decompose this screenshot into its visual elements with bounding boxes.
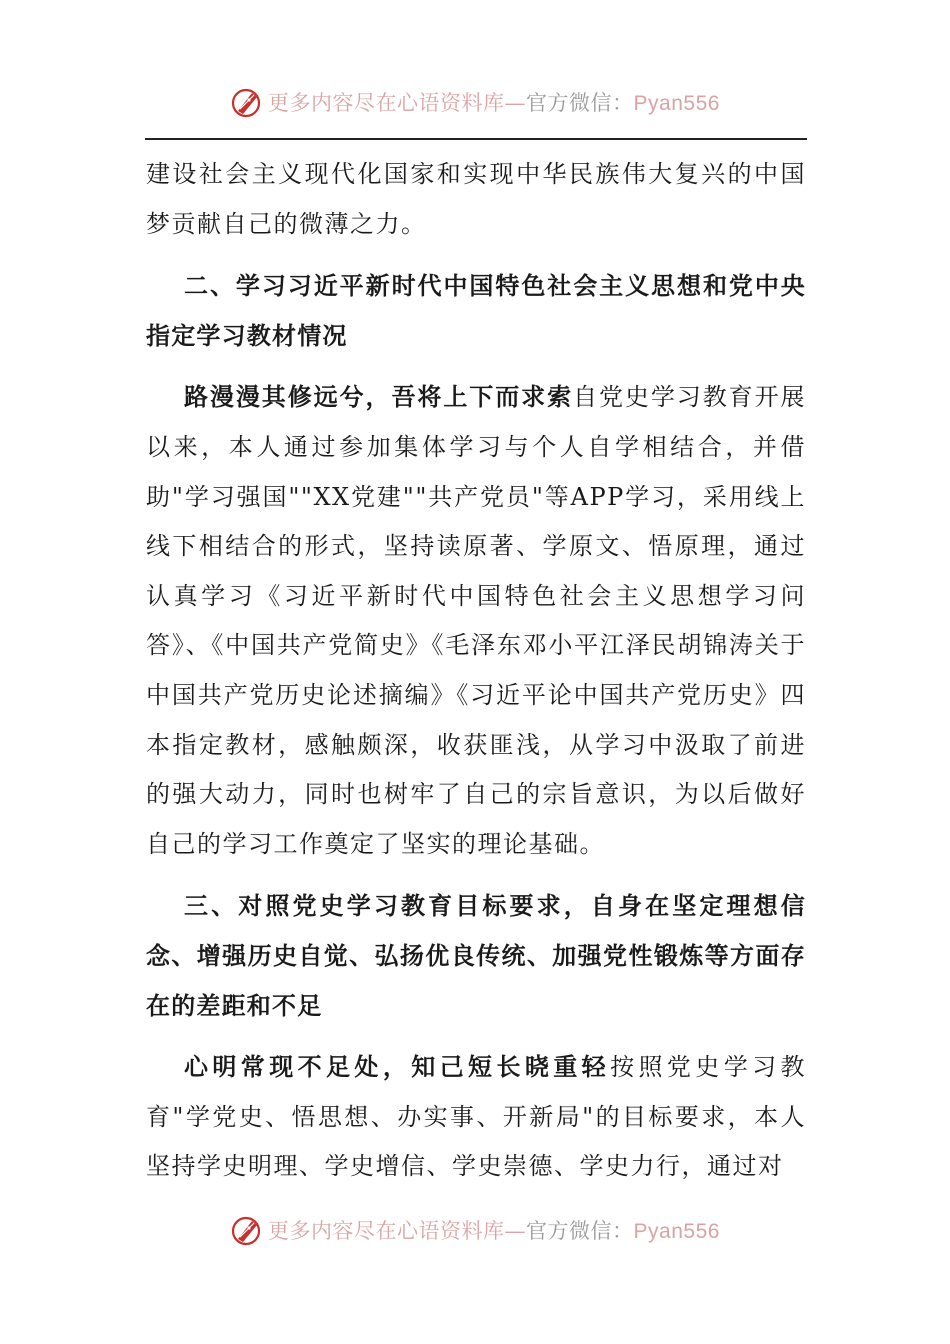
section-2-body: 自党史学习教育开展以来，本人通过参加集体学习与个人自学相结合，并借助"学习强国""XX党建""共产党员"等APP学习，采用线上线下相结合的形式，坚持读原著、学原文、悟原理，通过认真学习《习近平新时代中国特色社会主义思想学习问答》、《中国共产党简史》《毛泽东邓小平江泽民胡锦涛关于中国共产党历史论述摘编》《习近平论中国共产党历史》四本指定教材，感触颇深，收获匪浅，从学习中汲取了前进的强大动力，同时也树牢了自己的宗旨意识，为以后做好自己的学习工作奠定了坚实的理论基础。 — [146, 383, 807, 858]
section-2-paragraph — [146, 372, 806, 869]
header-wechat-label: 官方微信： — [526, 91, 634, 115]
footer-brand — [268, 1215, 720, 1245]
document-body — [146, 150, 806, 1204]
section-2-heading: 二、学习习近平新时代中国特色社会主义思想和党中央指定学习教材情况 — [146, 271, 806, 350]
continuation-paragraph: 建设社会主义现代化国家和实现中华民族伟大复兴的中国梦贡献自己的微薄之力。 — [146, 160, 806, 238]
page-header — [0, 82, 950, 122]
footer-brand-text: 更多内容尽在心语资料库— — [268, 1219, 527, 1243]
section-2-lead: 路漫漫其修远兮，吾将上下而求索 — [184, 382, 574, 412]
page-footer — [0, 1210, 950, 1250]
section-3-body: 按照党史学习教育"学党史、悟思想、办实事、开新局"的目标要求，本人坚持学史明理、学史增信、学史崇德、学史力行，通过对 — [146, 1053, 807, 1181]
header-brand-text: 更多内容尽在心语资料库— — [268, 91, 527, 115]
pen-nib-logo-icon — [230, 85, 264, 119]
section-3-lead: 心明常现不足处，知己短长晓重轻 — [184, 1052, 611, 1082]
footer-wechat-label: 官方微信： — [526, 1219, 634, 1243]
footer-wechat-id: Pyan556 — [633, 1220, 720, 1243]
header-divider — [145, 138, 807, 140]
header-wechat-id: Pyan556 — [633, 92, 720, 115]
pen-nib-logo-icon — [230, 1213, 264, 1247]
header-brand — [268, 87, 720, 117]
section-3-paragraph — [146, 1042, 806, 1192]
section-3-heading: 三、对照党史学习教育目标要求，自身在坚定理想信念、增强历史自觉、弘扬优良传统、加强党性锻炼等方面存在的差距和不足 — [146, 891, 806, 1020]
